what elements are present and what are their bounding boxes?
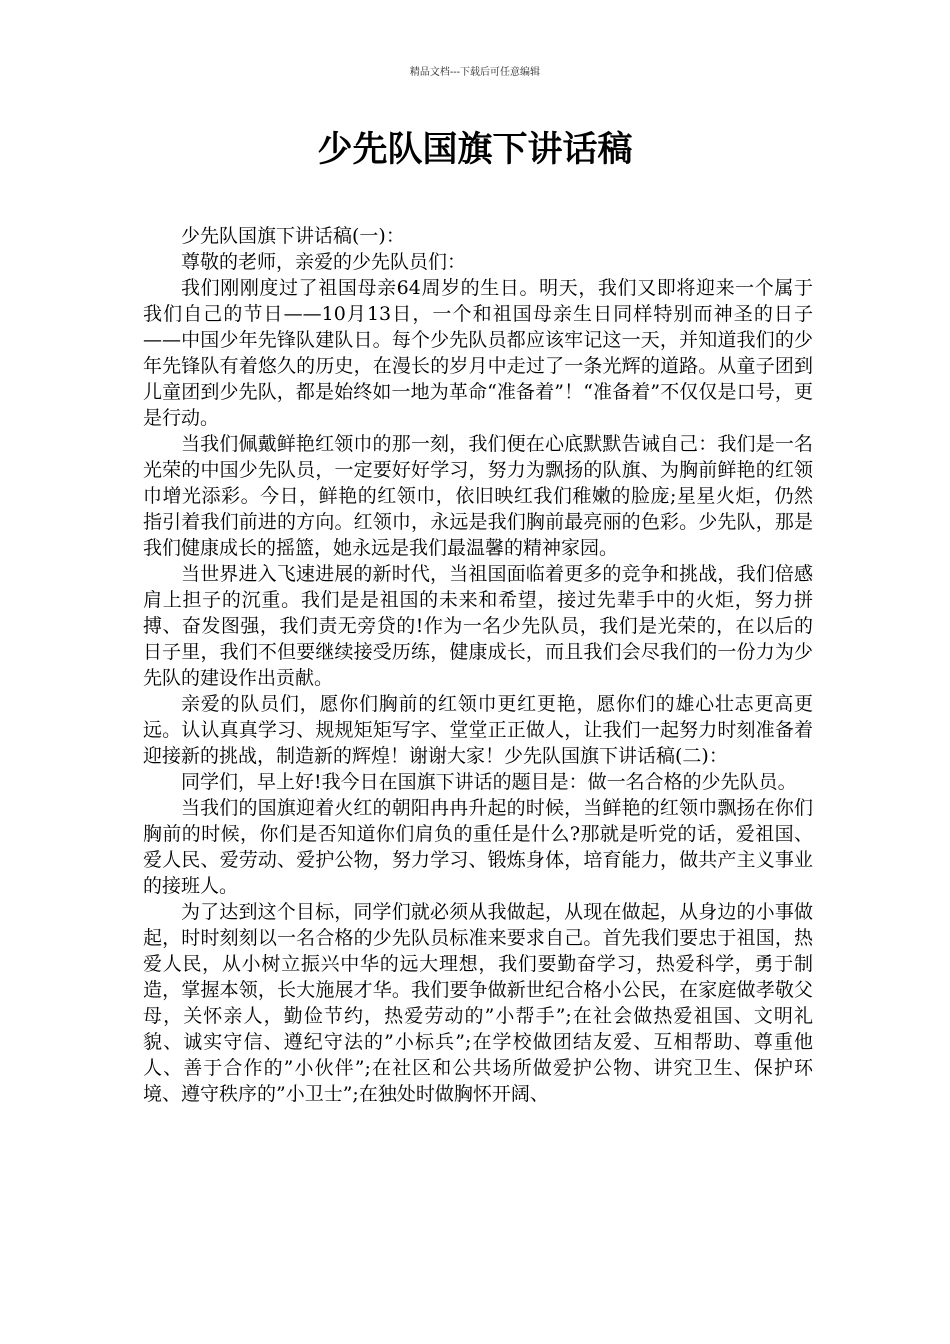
paragraph-salutation: 尊敬的老师，亲爱的少先队员们：: [181, 251, 467, 273]
paragraph: 当我们佩戴鲜艳红领巾的那一刻，我们便在心底默默告诫自己：我们是一名光荣的中国少先队员，一定要好好学习，努力为飘扬的队旗、为胸前鲜艳的红领巾增光添彩。今日，鲜艳的红领巾，依旧映红我们稚嫩的脸庞;星星火炬，仍然指引着我们前进的方向。红领巾，永远是我们胸前最亮丽的色彩。少先队，那是我们健康成长的摇篮，她永远是我们最温馨的精神家园。: [143, 433, 813, 559]
document-body: [143, 223, 813, 1107]
header-note: 精品文档---下载后可任意编辑: [409, 67, 541, 78]
paragraph-subtitle-1: 少先队国旗下讲话稿(一)：: [181, 225, 405, 247]
paragraph: 我们刚刚度过了祖国母亲64周岁的生日。明天，我们又即将迎来一个属于我们自己的节日——10月13日，一个和祖国母亲生日同样特别而神圣的日子——中国少年先锋队建队日。每个少先队员都应该牢记这一天，并知道我们的少年先锋队有着悠久的历史，在漫长的岁月中走过了一条光辉的道路。从童子团到儿童团到少先队，都是始终如一地为革命“准备着”！“准备着”不仅仅是口号，更是行动。: [143, 277, 813, 429]
paragraph: 为了达到这个目标，同学们就必须从我做起，从现在做起，从身边的小事做起，时时刻刻以一名合格的少先队员标准来要求自己。首先我们要忠于祖国，热爱人民，从小树立振兴中华的远大理想，我们要勤奋学习，热爱科学，勇于制造，掌握本领，长大施展才华。我们要争做新世纪合格小公民，在家庭做孝敬父母，关怀亲人，勤俭节约，热爱劳动的”小帮手”;在社会做热爱祖国、文明礼貌、诚实守信、遵纪守法的”小标兵”;在学校做团结友爱、互相帮助、尊重他人、善于合作的”小伙伴”;在社区和公共场所做爱护公物、讲究卫生、保护环境、遵守秩序的”小卫士”;在独处时做胸怀开阔、: [143, 901, 813, 1105]
paragraph: 当世界进入飞速进展的新时代，当祖国面临着更多的竞争和挑战，我们倍感肩上担子的沉重。我们是是祖国的未来和希望，接过先辈手中的火炬，努力拼搏、奋发图强，我们责无旁贷的!作为一名少先队员，我们是光荣的，在以后的日子里，我们不但要继续接受历练，健康成长，而且我们会尽我们的一份力为少先队的建设作出贡献。: [143, 563, 813, 689]
document-title: 少先队国旗下讲话稿: [317, 129, 633, 170]
paragraph: 亲爱的队员们，愿你们胸前的红领巾更红更艳，愿你们的雄心壮志更高更远。认认真真学习、规规矩矩写字、堂堂正正做人，让我们一起努力时刻准备着迎接新的挑战，制造新的辉煌！谢谢大家！少先队国旗下讲话稿(二)：: [143, 693, 813, 767]
paragraph: 同学们，早上好!我今日在国旗下讲话的题目是：做一名合格的少先队员。: [181, 771, 797, 793]
paragraph: 当我们的国旗迎着火红的朝阳冉冉升起的时候，当鲜艳的红领巾飘扬在你们胸前的时候，你们是否知道你们肩负的重任是什么?那就是听党的话，爱祖国、爱人民、爱劳动、爱护公物，努力学习、锻炼身体，培育能力，做共产主义事业的接班人。: [143, 797, 813, 897]
